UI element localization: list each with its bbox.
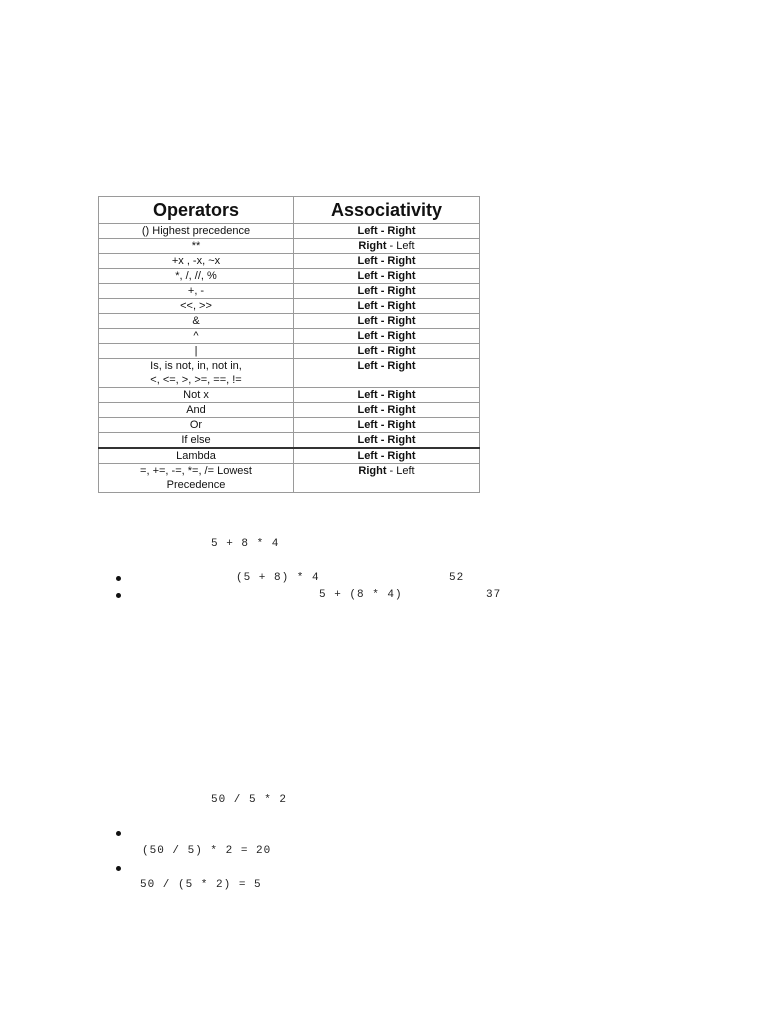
associativity-cell (294, 284, 480, 299)
table-row (99, 359, 480, 388)
operator-line: Precedence (166, 479, 226, 491)
table-row (99, 464, 480, 493)
table-row (99, 388, 480, 403)
associativity-bold: Left - Right (357, 330, 416, 342)
table-row (99, 284, 480, 299)
operator-cell: +x , -x, ~x (99, 254, 294, 269)
associativity-bold: Left - Right (357, 315, 416, 327)
associativity-cell (294, 224, 480, 239)
table-row (99, 269, 480, 284)
operator-cell (99, 359, 294, 388)
bullet-icon (116, 831, 121, 836)
bullet-icon (116, 866, 121, 871)
table-row (99, 433, 480, 449)
operator-line: <, <=, >, >=, ==, != (150, 374, 242, 386)
associativity-cell (294, 359, 480, 388)
table-row (99, 403, 480, 418)
associativity-cell (294, 269, 480, 284)
table-row (99, 224, 480, 239)
associativity-cell (294, 418, 480, 433)
associativity-cell (294, 433, 480, 449)
associativity-cell (294, 388, 480, 403)
associativity-bold: Left - Right (357, 255, 416, 267)
example2-expression: 50 / 5 * 2 (211, 794, 288, 806)
associativity-bold: Left - Right (357, 419, 416, 431)
header-operators: Operators (99, 197, 294, 224)
associativity-rest: - Left (386, 465, 415, 477)
operator-cell: Lambda (99, 448, 294, 464)
operator-cell: Or (99, 418, 294, 433)
table-header-row (99, 197, 480, 224)
associativity-bold: Left - Right (357, 450, 416, 462)
bullet-icon (116, 593, 121, 598)
example2-item2-line: 50 / (5 * 2) = 5 (140, 879, 262, 891)
associativity-bold: Left - Right (357, 434, 416, 446)
associativity-cell (294, 464, 480, 493)
operator-cell: And (99, 403, 294, 418)
operator-cell: ^ (99, 329, 294, 344)
operator-precedence-table (98, 196, 480, 493)
operator-cell: <<, >> (99, 299, 294, 314)
operator-cell: If else (99, 433, 294, 449)
associativity-cell (294, 344, 480, 359)
bullet-icon (116, 576, 121, 581)
associativity-bold: Left - Right (357, 270, 416, 282)
table-row (99, 448, 480, 464)
table-row (99, 344, 480, 359)
example1-item2-result: 37 (486, 589, 502, 601)
example1-item1-result: 52 (449, 572, 465, 584)
example2-item1-line: (50 / 5) * 2 = 20 (142, 845, 272, 857)
example1-item2-expr: 5 + (8 * 4) (319, 589, 403, 601)
table-row (99, 329, 480, 344)
associativity-cell (294, 299, 480, 314)
associativity-bold: Left - Right (357, 300, 416, 312)
associativity-cell (294, 329, 480, 344)
example1-item1-expr: (5 + 8) * 4 (236, 572, 320, 584)
associativity-cell (294, 448, 480, 464)
operator-cell: *, /, //, % (99, 269, 294, 284)
table-row (99, 314, 480, 329)
associativity-cell (294, 239, 480, 254)
associativity-bold: Left - Right (357, 389, 416, 401)
associativity-bold: Left - Right (357, 345, 416, 357)
associativity-cell (294, 403, 480, 418)
table-row (99, 418, 480, 433)
associativity-bold: Left - Right (357, 360, 416, 372)
associativity-bold: Right (358, 240, 387, 252)
operator-cell: () Highest precedence (99, 224, 294, 239)
operator-line: =, +=, -=, *=, /= Lowest (140, 465, 252, 477)
operator-cell: & (99, 314, 294, 329)
operator-cell: ** (99, 239, 294, 254)
table-row (99, 299, 480, 314)
associativity-bold: Left - Right (357, 225, 416, 237)
operator-line: Is, is not, in, not in, (150, 360, 242, 372)
operator-cell: | (99, 344, 294, 359)
associativity-cell (294, 254, 480, 269)
associativity-bold: Left - Right (357, 285, 416, 297)
operator-cell (99, 464, 294, 493)
associativity-bold: Left - Right (357, 404, 416, 416)
operator-cell: +, - (99, 284, 294, 299)
associativity-cell (294, 314, 480, 329)
table-row (99, 254, 480, 269)
operator-cell: Not x (99, 388, 294, 403)
associativity-bold: Right (358, 465, 387, 477)
header-associativity: Associativity (294, 197, 480, 224)
table-row (99, 239, 480, 254)
associativity-rest: - Left (386, 240, 415, 252)
example1-expression: 5 + 8 * 4 (211, 538, 280, 550)
